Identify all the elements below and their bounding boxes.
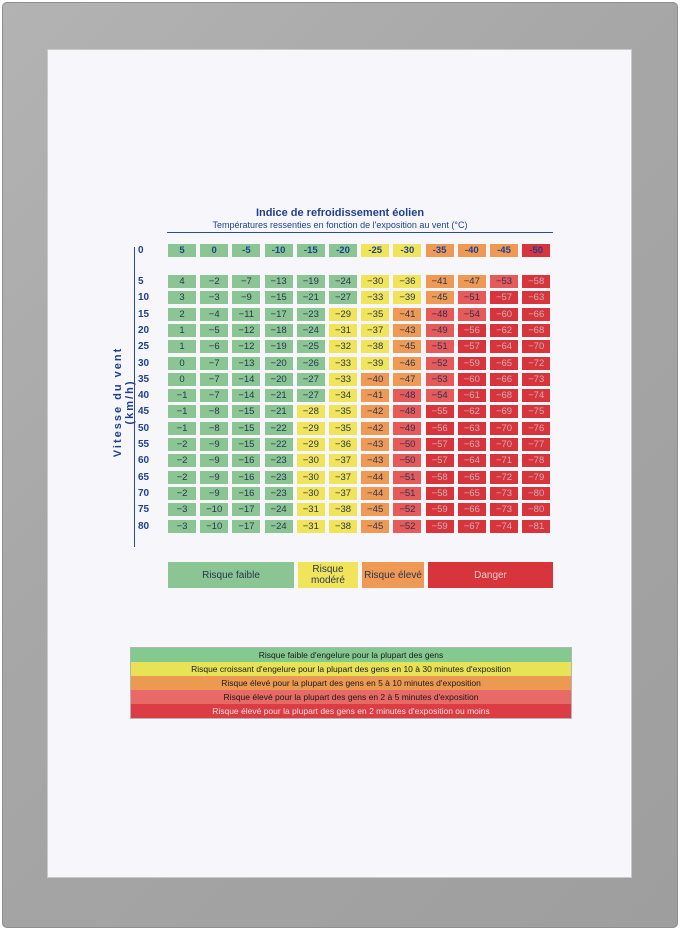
chill-value-cell: −53	[490, 275, 518, 288]
chill-value-cell: −19	[297, 275, 325, 288]
temperature-header: -5	[232, 244, 260, 257]
chill-value-cell: −23	[297, 308, 325, 321]
chill-value-cell: −15	[232, 422, 260, 435]
chill-value-cell: −1	[168, 389, 196, 402]
chill-value-cell: −49	[426, 324, 454, 337]
chill-value-cell: −42	[361, 405, 389, 418]
chill-value-cell: −66	[458, 503, 486, 516]
temperature-header: -15	[297, 244, 325, 257]
chill-value-cell: −59	[458, 357, 486, 370]
chill-value-cell: −33	[361, 291, 389, 304]
chill-value-cell: −35	[329, 422, 357, 435]
chill-value-cell: −18	[265, 324, 293, 337]
chill-value-cell: −59	[426, 503, 454, 516]
chill-value-cell: −1	[168, 422, 196, 435]
chill-value-cell: −52	[393, 520, 421, 533]
chill-value-cell: −57	[426, 438, 454, 451]
title-rule	[167, 232, 553, 233]
chill-value-cell: −48	[393, 389, 421, 402]
chill-value-cell: −24	[265, 503, 293, 516]
header-corner-label: 0	[138, 245, 144, 256]
chill-value-cell: −3	[168, 503, 196, 516]
chill-value-cell: −61	[458, 389, 486, 402]
chill-value-cell: −58	[426, 471, 454, 484]
wind-speed-label: 25	[138, 341, 150, 353]
chill-value-cell: −38	[329, 520, 357, 533]
temperature-header: -25	[361, 244, 389, 257]
chill-value-cell: −73	[490, 487, 518, 500]
chill-value-cell: −21	[297, 291, 325, 304]
chill-value-cell: 1	[168, 324, 196, 337]
chill-value-cell: −1	[168, 405, 196, 418]
chill-value-cell: −13	[265, 275, 293, 288]
chill-value-cell: −47	[458, 275, 486, 288]
chill-value-cell: −30	[297, 471, 325, 484]
chill-value-cell: −19	[265, 340, 293, 353]
chill-value-cell: −27	[297, 389, 325, 402]
chill-value-cell: −52	[393, 503, 421, 516]
chill-value-cell: −22	[265, 422, 293, 435]
chill-value-cell: −9	[200, 487, 228, 500]
wind-speed-label: 10	[138, 292, 150, 304]
chill-value-cell: −41	[426, 275, 454, 288]
chill-value-cell: −65	[458, 487, 486, 500]
chill-value-cell: −54	[458, 308, 486, 321]
chill-value-cell: −74	[522, 389, 550, 402]
wind-speed-label: 30	[138, 357, 150, 369]
chill-value-cell: −10	[200, 503, 228, 516]
chill-value-cell: −23	[265, 454, 293, 467]
chill-value-cell: −21	[265, 389, 293, 402]
chill-value-cell: −40	[361, 373, 389, 386]
chill-value-cell: −7	[200, 373, 228, 386]
chill-value-cell: −66	[522, 308, 550, 321]
chill-value-cell: −58	[522, 275, 550, 288]
chill-value-cell: −62	[490, 324, 518, 337]
chill-value-cell: −52	[426, 357, 454, 370]
chill-value-cell: −63	[458, 422, 486, 435]
chill-value-cell: −16	[232, 471, 260, 484]
chill-value-cell: −7	[200, 357, 228, 370]
chill-value-cell: −80	[522, 487, 550, 500]
temperature-header: -30	[393, 244, 421, 257]
chill-value-cell: −8	[200, 405, 228, 418]
temperature-header: -50	[522, 244, 550, 257]
chill-value-cell: 3	[168, 291, 196, 304]
chill-value-cell: −24	[297, 324, 325, 337]
chill-value-cell: −77	[522, 438, 550, 451]
chill-value-cell: 1	[168, 340, 196, 353]
chill-value-cell: −20	[265, 373, 293, 386]
temperature-header: -10	[265, 244, 293, 257]
chill-value-cell: −54	[426, 389, 454, 402]
chill-value-cell: −39	[361, 357, 389, 370]
chill-value-cell: −33	[329, 373, 357, 386]
chill-value-cell: −31	[297, 503, 325, 516]
chill-value-cell: −78	[522, 454, 550, 467]
chill-value-cell: −58	[426, 487, 454, 500]
wind-speed-label: 15	[138, 308, 150, 320]
chill-value-cell: −20	[265, 357, 293, 370]
chill-value-cell: −41	[361, 389, 389, 402]
chill-value-cell: −36	[329, 438, 357, 451]
risk-description-high-2-5: Risque élevé pour la plupart des gens en 2 à 5 minutes d'exposition	[131, 690, 571, 704]
chill-value-cell: −21	[265, 405, 293, 418]
chill-value-cell: −38	[361, 340, 389, 353]
chill-value-cell: −7	[232, 275, 260, 288]
chill-value-cell: −43	[361, 454, 389, 467]
chill-value-cell: −64	[490, 340, 518, 353]
chill-value-cell: −2	[168, 438, 196, 451]
temperature-header: 0	[200, 244, 228, 257]
chill-value-cell: −57	[426, 454, 454, 467]
chill-value-cell: −41	[393, 308, 421, 321]
chill-value-cell: −35	[361, 308, 389, 321]
chill-value-cell: −59	[426, 520, 454, 533]
chill-value-cell: −65	[490, 357, 518, 370]
chill-value-cell: −29	[329, 308, 357, 321]
chill-value-cell: −79	[522, 471, 550, 484]
wind-speed-label: 5	[138, 276, 144, 287]
chill-value-cell: −37	[329, 487, 357, 500]
risk-description-high-2: Risque élevé pour la plupart des gens en 2 minutes d'exposition ou moins	[131, 704, 571, 718]
chill-value-cell: −57	[458, 340, 486, 353]
chill-value-cell: −47	[393, 373, 421, 386]
chill-value-cell: −72	[522, 357, 550, 370]
chill-value-cell: −17	[232, 520, 260, 533]
chill-value-cell: −10	[200, 520, 228, 533]
chill-value-cell: −12	[232, 324, 260, 337]
chill-value-cell: −51	[458, 291, 486, 304]
chill-value-cell: −57	[490, 291, 518, 304]
chill-value-cell: −17	[232, 503, 260, 516]
chill-value-cell: −62	[458, 405, 486, 418]
legend-low-risk: Risque faible	[168, 562, 294, 588]
chill-value-cell: −7	[200, 389, 228, 402]
temperature-header: 5	[168, 244, 196, 257]
temperature-header: -40	[458, 244, 486, 257]
chill-value-cell: −23	[265, 471, 293, 484]
chill-value-cell: −71	[490, 454, 518, 467]
chill-value-cell: −68	[522, 324, 550, 337]
chill-value-cell: −43	[361, 438, 389, 451]
chill-value-cell: −36	[393, 275, 421, 288]
wind-speed-label: 80	[138, 520, 150, 532]
chill-value-cell: −76	[522, 422, 550, 435]
wind-speed-label: 40	[138, 390, 150, 402]
chill-value-cell: −16	[232, 454, 260, 467]
chill-value-cell: −48	[393, 405, 421, 418]
risk-description-high-5-10: Risque élevé pour la plupart des gens en 5 à 10 minutes d'exposition	[131, 676, 571, 690]
chill-value-cell: −66	[490, 373, 518, 386]
chill-value-cell: −56	[426, 422, 454, 435]
chill-value-cell: −60	[458, 373, 486, 386]
chill-value-cell: −29	[297, 438, 325, 451]
chill-value-cell: −50	[393, 438, 421, 451]
chill-value-cell: −9	[200, 438, 228, 451]
temperature-header: -35	[426, 244, 454, 257]
wind-speed-label: 60	[138, 455, 150, 467]
chill-value-cell: −45	[361, 520, 389, 533]
chill-value-cell: 0	[168, 357, 196, 370]
chill-value-cell: −30	[361, 275, 389, 288]
chill-value-cell: −37	[361, 324, 389, 337]
chill-value-cell: −75	[522, 405, 550, 418]
chill-value-cell: −4	[200, 308, 228, 321]
chill-value-cell: −17	[265, 308, 293, 321]
chill-value-cell: −51	[393, 471, 421, 484]
chill-value-cell: −33	[329, 357, 357, 370]
wind-speed-label: 20	[138, 324, 150, 336]
chill-value-cell: −55	[426, 405, 454, 418]
chill-value-cell: −45	[393, 340, 421, 353]
chill-value-cell: −15	[232, 405, 260, 418]
chill-value-cell: −5	[200, 324, 228, 337]
wind-speed-label: 65	[138, 471, 150, 483]
chill-value-cell: −48	[426, 308, 454, 321]
chill-value-cell: −81	[522, 520, 550, 533]
chill-value-cell: −22	[265, 438, 293, 451]
chill-value-cell: −70	[490, 422, 518, 435]
risk-description-increasing: Risque croissant d'engelure pour la plupart des gens en 10 à 30 minutes d'exposition	[131, 662, 571, 676]
y-axis-label: Vitesse du vent (km/h)	[112, 346, 136, 458]
chill-value-cell: −44	[361, 471, 389, 484]
chill-value-cell: −63	[522, 291, 550, 304]
chill-value-cell: 0	[168, 373, 196, 386]
chill-value-cell: −31	[297, 520, 325, 533]
legend-high-risk: Risque élevé	[362, 562, 424, 588]
chill-value-cell: −45	[426, 291, 454, 304]
chill-value-cell: −43	[393, 324, 421, 337]
risk-description-list	[130, 647, 572, 719]
chill-value-cell: −67	[458, 520, 486, 533]
wind-speed-label: 75	[138, 504, 150, 516]
chill-value-cell: −53	[426, 373, 454, 386]
chill-value-cell: −6	[200, 340, 228, 353]
legend-moderate-risk: Risque modéré	[298, 562, 358, 588]
wind-speed-label: 50	[138, 422, 150, 434]
chill-value-cell: −70	[522, 340, 550, 353]
chill-value-cell: −51	[393, 487, 421, 500]
chill-value-cell: −64	[458, 454, 486, 467]
chill-value-cell: 4	[168, 275, 196, 288]
chill-value-cell: −31	[329, 324, 357, 337]
chill-value-cell: −74	[490, 520, 518, 533]
chill-value-cell: 2	[168, 308, 196, 321]
chill-value-cell: −2	[200, 275, 228, 288]
chill-value-cell: −2	[168, 454, 196, 467]
chill-value-cell: −37	[329, 454, 357, 467]
chill-value-cell: −80	[522, 503, 550, 516]
chill-value-cell: −42	[361, 422, 389, 435]
chill-value-cell: −2	[168, 487, 196, 500]
chill-value-cell: −30	[297, 454, 325, 467]
chill-value-cell: −15	[232, 438, 260, 451]
chill-value-cell: −46	[393, 357, 421, 370]
chill-value-cell: −26	[297, 357, 325, 370]
chill-value-cell: −72	[490, 471, 518, 484]
chill-value-cell: −69	[490, 405, 518, 418]
chill-value-cell: −12	[232, 340, 260, 353]
chill-value-cell: −50	[393, 454, 421, 467]
chill-value-cell: −14	[232, 373, 260, 386]
chill-value-cell: −37	[329, 471, 357, 484]
chill-value-cell: −15	[265, 291, 293, 304]
chill-value-cell: −8	[200, 422, 228, 435]
chill-value-cell: −68	[490, 389, 518, 402]
chill-value-cell: −30	[297, 487, 325, 500]
chill-value-cell: −39	[393, 291, 421, 304]
chill-value-cell: −27	[297, 373, 325, 386]
chart-subtitle: Températures ressenties en fonction de l'exposition au vent (°C)	[212, 220, 468, 230]
chill-value-cell: −45	[361, 503, 389, 516]
chill-value-cell: −60	[490, 308, 518, 321]
chill-value-cell: −14	[232, 389, 260, 402]
temperature-header: -20	[329, 244, 357, 257]
chill-value-cell: −73	[522, 373, 550, 386]
chill-value-cell: −9	[232, 291, 260, 304]
chill-value-cell: −9	[200, 471, 228, 484]
chill-value-cell: −44	[361, 487, 389, 500]
chill-value-cell: −16	[232, 487, 260, 500]
wind-speed-label: 35	[138, 373, 150, 385]
chill-value-cell: −35	[329, 405, 357, 418]
chill-value-cell: −13	[232, 357, 260, 370]
chill-value-cell: −32	[329, 340, 357, 353]
chill-value-cell: −27	[329, 291, 357, 304]
chill-value-cell: −70	[490, 438, 518, 451]
chill-value-cell: −51	[426, 340, 454, 353]
chill-value-cell: −34	[329, 389, 357, 402]
wind-speed-label: 55	[138, 439, 150, 450]
wind-speed-label: 70	[138, 487, 150, 499]
chill-value-cell: −28	[297, 405, 325, 418]
chill-value-cell: −24	[265, 520, 293, 533]
chill-value-cell: −63	[458, 438, 486, 451]
chill-value-cell: −11	[232, 308, 260, 321]
temperature-header: -45	[490, 244, 518, 257]
risk-description-low: Risque faible d'engelure pour la plupart des gens	[131, 648, 571, 662]
chill-value-cell: −23	[265, 487, 293, 500]
legend-danger: Danger	[428, 562, 553, 588]
chill-value-cell: −9	[200, 454, 228, 467]
chill-value-cell: −25	[297, 340, 325, 353]
wind-speed-label: 45	[138, 406, 150, 418]
chart-title: Indice de refroidissement éolien	[255, 207, 425, 219]
chill-value-cell: −24	[329, 275, 357, 288]
chill-value-cell: −56	[458, 324, 486, 337]
chill-value-cell: −73	[490, 503, 518, 516]
chill-value-cell: −29	[297, 422, 325, 435]
chill-value-cell: −3	[200, 291, 228, 304]
chill-value-cell: −2	[168, 471, 196, 484]
chill-value-cell: −49	[393, 422, 421, 435]
chill-value-cell: −38	[329, 503, 357, 516]
chill-value-cell: −3	[168, 520, 196, 533]
chill-value-cell: −65	[458, 471, 486, 484]
